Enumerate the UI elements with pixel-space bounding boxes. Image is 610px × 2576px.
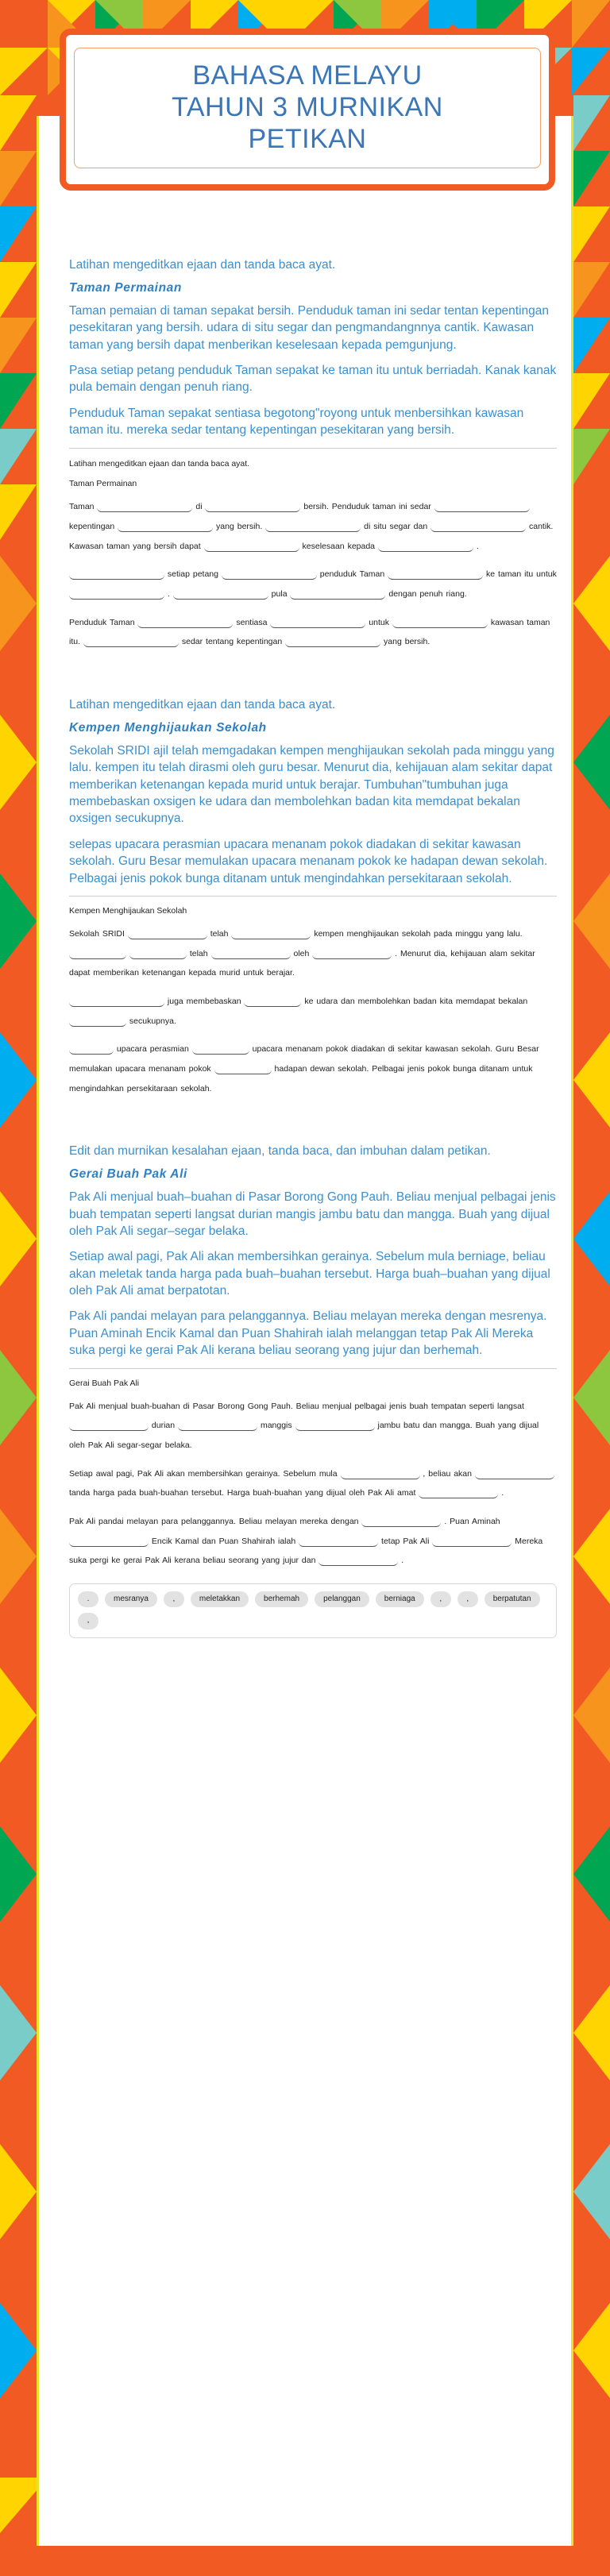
- section2-divider: [69, 896, 557, 897]
- blank-field[interactable]: [388, 569, 483, 580]
- section1-paragraph-2: Pasa setiap petang penduduk Taman sepakat ke taman itu untuk berriadah. Kanak kanak pula bemain dengan penuh riang.: [69, 364, 557, 395]
- content-sheet: [37, 60, 573, 2546]
- section3-exercise-line-2: Setiap awal pagi, Pak Ali akan membersihkan gerainya. Sebelum mula , beliau akan tanda harga pada buah-buahan tersebut. Harga buah-buahan yang dijual oleh Pak Ali amat .: [69, 1464, 557, 1503]
- blank-field[interactable]: [69, 1421, 149, 1431]
- section1-exercise-line-1: Taman di bersih. Penduduk taman ini sedar kepentingan yang bersih. di situ segar dan cantik. Kawasan taman yang bersih dapat keselesaan kepada .: [69, 502, 554, 551]
- section1-paragraph-1: Taman pemaian di taman sepakat bersih. Penduduk taman ini sedar tentan kepentingan pesekitaran yang bersih. udara di situ segar dan pengmandangnnya cantik. Kawasan taman yang bersih dapat menberikan keselesaan kepada pemgunjung.: [69, 303, 550, 352]
- word-chip[interactable]: berniaga: [376, 1591, 424, 1608]
- blank-field[interactable]: [178, 1421, 257, 1431]
- title-line-1: BAHASA MELAYU: [192, 60, 423, 91]
- blank-field[interactable]: [341, 1469, 420, 1479]
- blank-field[interactable]: [319, 1556, 398, 1566]
- blank-field[interactable]: [97, 502, 192, 512]
- section1-exercise-instruction: Latihan mengeditkan ejaan dan tanda baca ayat.: [69, 458, 250, 469]
- section3-exercise-line-3: Pak Ali pandai melayan para pelanggannya. Beliau melayan mereka dengan . Puan Aminah Encik Kamal dan Puan Shahirah ialah tetap Pak Ali Mereka suka pergi ke gerai Pak Ali kerana beliau seorang yang jujur dan .: [69, 1516, 543, 1566]
- blank-field[interactable]: [270, 618, 365, 628]
- section3-exercise-heading: Gerai Buah Pak Ali: [69, 1378, 140, 1388]
- blank-field[interactable]: [475, 1469, 554, 1479]
- word-chip[interactable]: pelanggan: [315, 1591, 369, 1608]
- blank-field[interactable]: [211, 949, 291, 959]
- blank-field[interactable]: [205, 502, 300, 512]
- blank-field[interactable]: [173, 589, 268, 600]
- title-line-3: PETIKAN: [248, 124, 367, 155]
- section2-exercise-line-1: Sekolah SRIDI telah kempen menghijaukan sekolah pada minggu yang lalu. telah oleh . Menurut dia, kehijauan alam sekitar dapat memberikan ketenangan kepada murid untuk berajar.: [69, 928, 535, 978]
- section3-paragraph-2: Setiap awal pagi, Pak Ali akan membersihkan gerainya. Sebelum mula berniage, beliau akan meletak tanda harga pada buah–buahan tersebut. Harga buah–buahan yang dijual oleh Pak Ali amat berpatotan.: [69, 1250, 550, 1298]
- section2-exercise-heading: Kempen Menghijaukan Sekolah: [69, 905, 187, 916]
- title-line-2: TAHUN 3 MURNIKAN: [172, 92, 443, 123]
- blank-field[interactable]: [129, 949, 187, 959]
- blank-field[interactable]: [290, 589, 385, 600]
- section1-divider: [69, 448, 557, 449]
- blank-field[interactable]: [285, 637, 380, 647]
- blank-field[interactable]: [83, 637, 179, 647]
- blank-field[interactable]: [69, 1016, 126, 1027]
- blank-field[interactable]: [69, 589, 164, 600]
- blank-field[interactable]: [378, 542, 473, 552]
- section3-paragraph-3: Pak Ali pandai melayan para pelanggannya. Beliau melayan mereka dengan mesrenya. Puan Aminah Encik Kamal dan Puan Shahirah ialah melanggan tetap Pak Ali Mereka suka pergi ke gerai Pak Ali kerana beliau seorang yang jujur dan berhemah.: [69, 1309, 547, 1358]
- word-chip[interactable]: ,: [164, 1591, 184, 1608]
- section-kempen-menghijaukan-sekolah: [69, 697, 557, 1098]
- blank-field[interactable]: [69, 997, 164, 1007]
- blank-field[interactable]: [432, 1537, 512, 1547]
- blank-field[interactable]: [69, 569, 164, 580]
- section1-exercise-line-3: Penduduk Taman sentiasa untuk kawasan taman itu. sedar tentang kepentingan yang bersih.: [69, 617, 550, 647]
- section1-exercise-heading: Taman Permainan: [69, 479, 137, 489]
- word-chip[interactable]: berhemah: [255, 1591, 308, 1608]
- blank-field[interactable]: [137, 618, 233, 628]
- blank-field[interactable]: [419, 1488, 498, 1498]
- blank-field[interactable]: [128, 929, 207, 939]
- word-chip[interactable]: ,: [78, 1613, 98, 1629]
- blank-field[interactable]: [434, 502, 530, 512]
- blank-field[interactable]: [392, 618, 488, 628]
- word-chip[interactable]: meletakkan: [191, 1591, 249, 1608]
- blank-field[interactable]: [299, 1537, 378, 1547]
- section3-divider: [69, 1368, 557, 1369]
- section-taman-permainan: [69, 257, 557, 652]
- blank-field[interactable]: [222, 569, 317, 580]
- blank-field[interactable]: [69, 949, 126, 959]
- blank-field[interactable]: [214, 1064, 272, 1074]
- section1-instruction: Latihan mengeditkan ejaan dan tanda baca ayat.: [69, 258, 336, 272]
- word-bank: [69, 1583, 557, 1638]
- word-chip[interactable]: ,: [430, 1591, 451, 1608]
- section2-heading: Kempen Menghijaukan Sekolah: [69, 720, 267, 735]
- word-chip[interactable]: ,: [458, 1591, 478, 1608]
- blank-field[interactable]: [69, 1044, 114, 1055]
- blank-field[interactable]: [295, 1421, 375, 1431]
- blank-field[interactable]: [118, 522, 213, 532]
- section2-instruction: Latihan mengeditkan ejaan dan tanda baca ayat.: [69, 698, 336, 711]
- blank-field[interactable]: [192, 1044, 249, 1055]
- blank-field[interactable]: [204, 542, 299, 552]
- section3-paragraph-1: Pak Ali menjual buah–buahan di Pasar Borong Gong Pauh. Beliau menjual pelbagai jenis buah tempatan seperti langsat durian mangis jambu batu dan mangga. Buah yang dijual oleh Pak Ali segar–segar belaka.: [69, 1190, 556, 1238]
- section-gerai-buah-pak-ali: [69, 1143, 557, 1571]
- section2-exercise-line-3: upacara perasmian upacara menanam pokok diadakan di sekitar kawasan sekolah. Guru Besar memulakan upacara menanam pokok hadapan dewan sekolah. Pelbagai jenis pokok bunga ditanam untuk mengindahkan persekitaraan sekolah.: [69, 1044, 539, 1093]
- section1-exercise-line-2: setiap petang penduduk Taman ke taman itu untuk . pula dengan penuh riang.: [69, 565, 557, 604]
- blank-field[interactable]: [361, 1517, 441, 1527]
- worksheet-content: [39, 116, 571, 1665]
- section3-exercise-line-1: Pak Ali menjual buah-buahan di Pasar Borong Gong Pauh. Beliau menjual pelbagai jenis buah tempatan seperti langsat durian manggis jambu batu dan mangga. Buah yang dijual oleh Pak Ali segar-segar belaka.: [69, 1401, 539, 1450]
- section3-instruction: Edit dan murnikan kesalahan ejaan, tanda baca, dan imbuhan dalam petikan.: [69, 1144, 491, 1159]
- section2-exercise-line-2: juga membebaskan ke udara dan membolehkan badan kita memdapat bekalan secukupnya.: [69, 992, 557, 1031]
- blank-field[interactable]: [69, 1537, 149, 1547]
- blank-field[interactable]: [231, 929, 311, 939]
- blank-field[interactable]: [265, 522, 361, 532]
- blank-field[interactable]: [430, 522, 526, 532]
- section1-paragraph-3: Penduduk Taman sepakat sentiasa begotong"royong untuk menbersihkan kawasan taman itu. mereka sedar tentang kepentingan pesekitaran yang bersih.: [69, 406, 524, 438]
- blank-field[interactable]: [244, 997, 301, 1007]
- word-chip[interactable]: mesranya: [105, 1591, 157, 1608]
- word-chip[interactable]: berpatutan: [485, 1591, 540, 1608]
- section2-paragraph-2: selepas upacara perasmian upacara menanam pokok diadakan di sekitar kawasan sekolah. Guru Besar memulakan upacara menanam pokok ke hadapan dewan sekolah. Pelbagai jenis pokok bunga ditanam untuk mengindahkan persekitaraan sekolah.: [69, 837, 548, 885]
- section1-heading: Taman Permainan: [69, 280, 182, 295]
- section3-heading: Gerai Buah Pak Ali: [69, 1167, 187, 1182]
- word-chip[interactable]: .: [78, 1591, 98, 1608]
- blank-field[interactable]: [312, 949, 392, 959]
- section2-paragraph-1: Sekolah SRIDI ajil telah memgadakan kempen menghijaukan sekolah pada minggu yang lalu. kempen itu telah dirasmi oleh guru besar. Menurut dia, kehijauan alam sekitar dapat memberikan ketenangan kepada murid untuk berajar. Tumbuhan"tumbuhan juga membebaskan oxsigen ke udara dan membolehkan badan kita memdapat bekalan oxsigen secukupnya.: [69, 743, 554, 826]
